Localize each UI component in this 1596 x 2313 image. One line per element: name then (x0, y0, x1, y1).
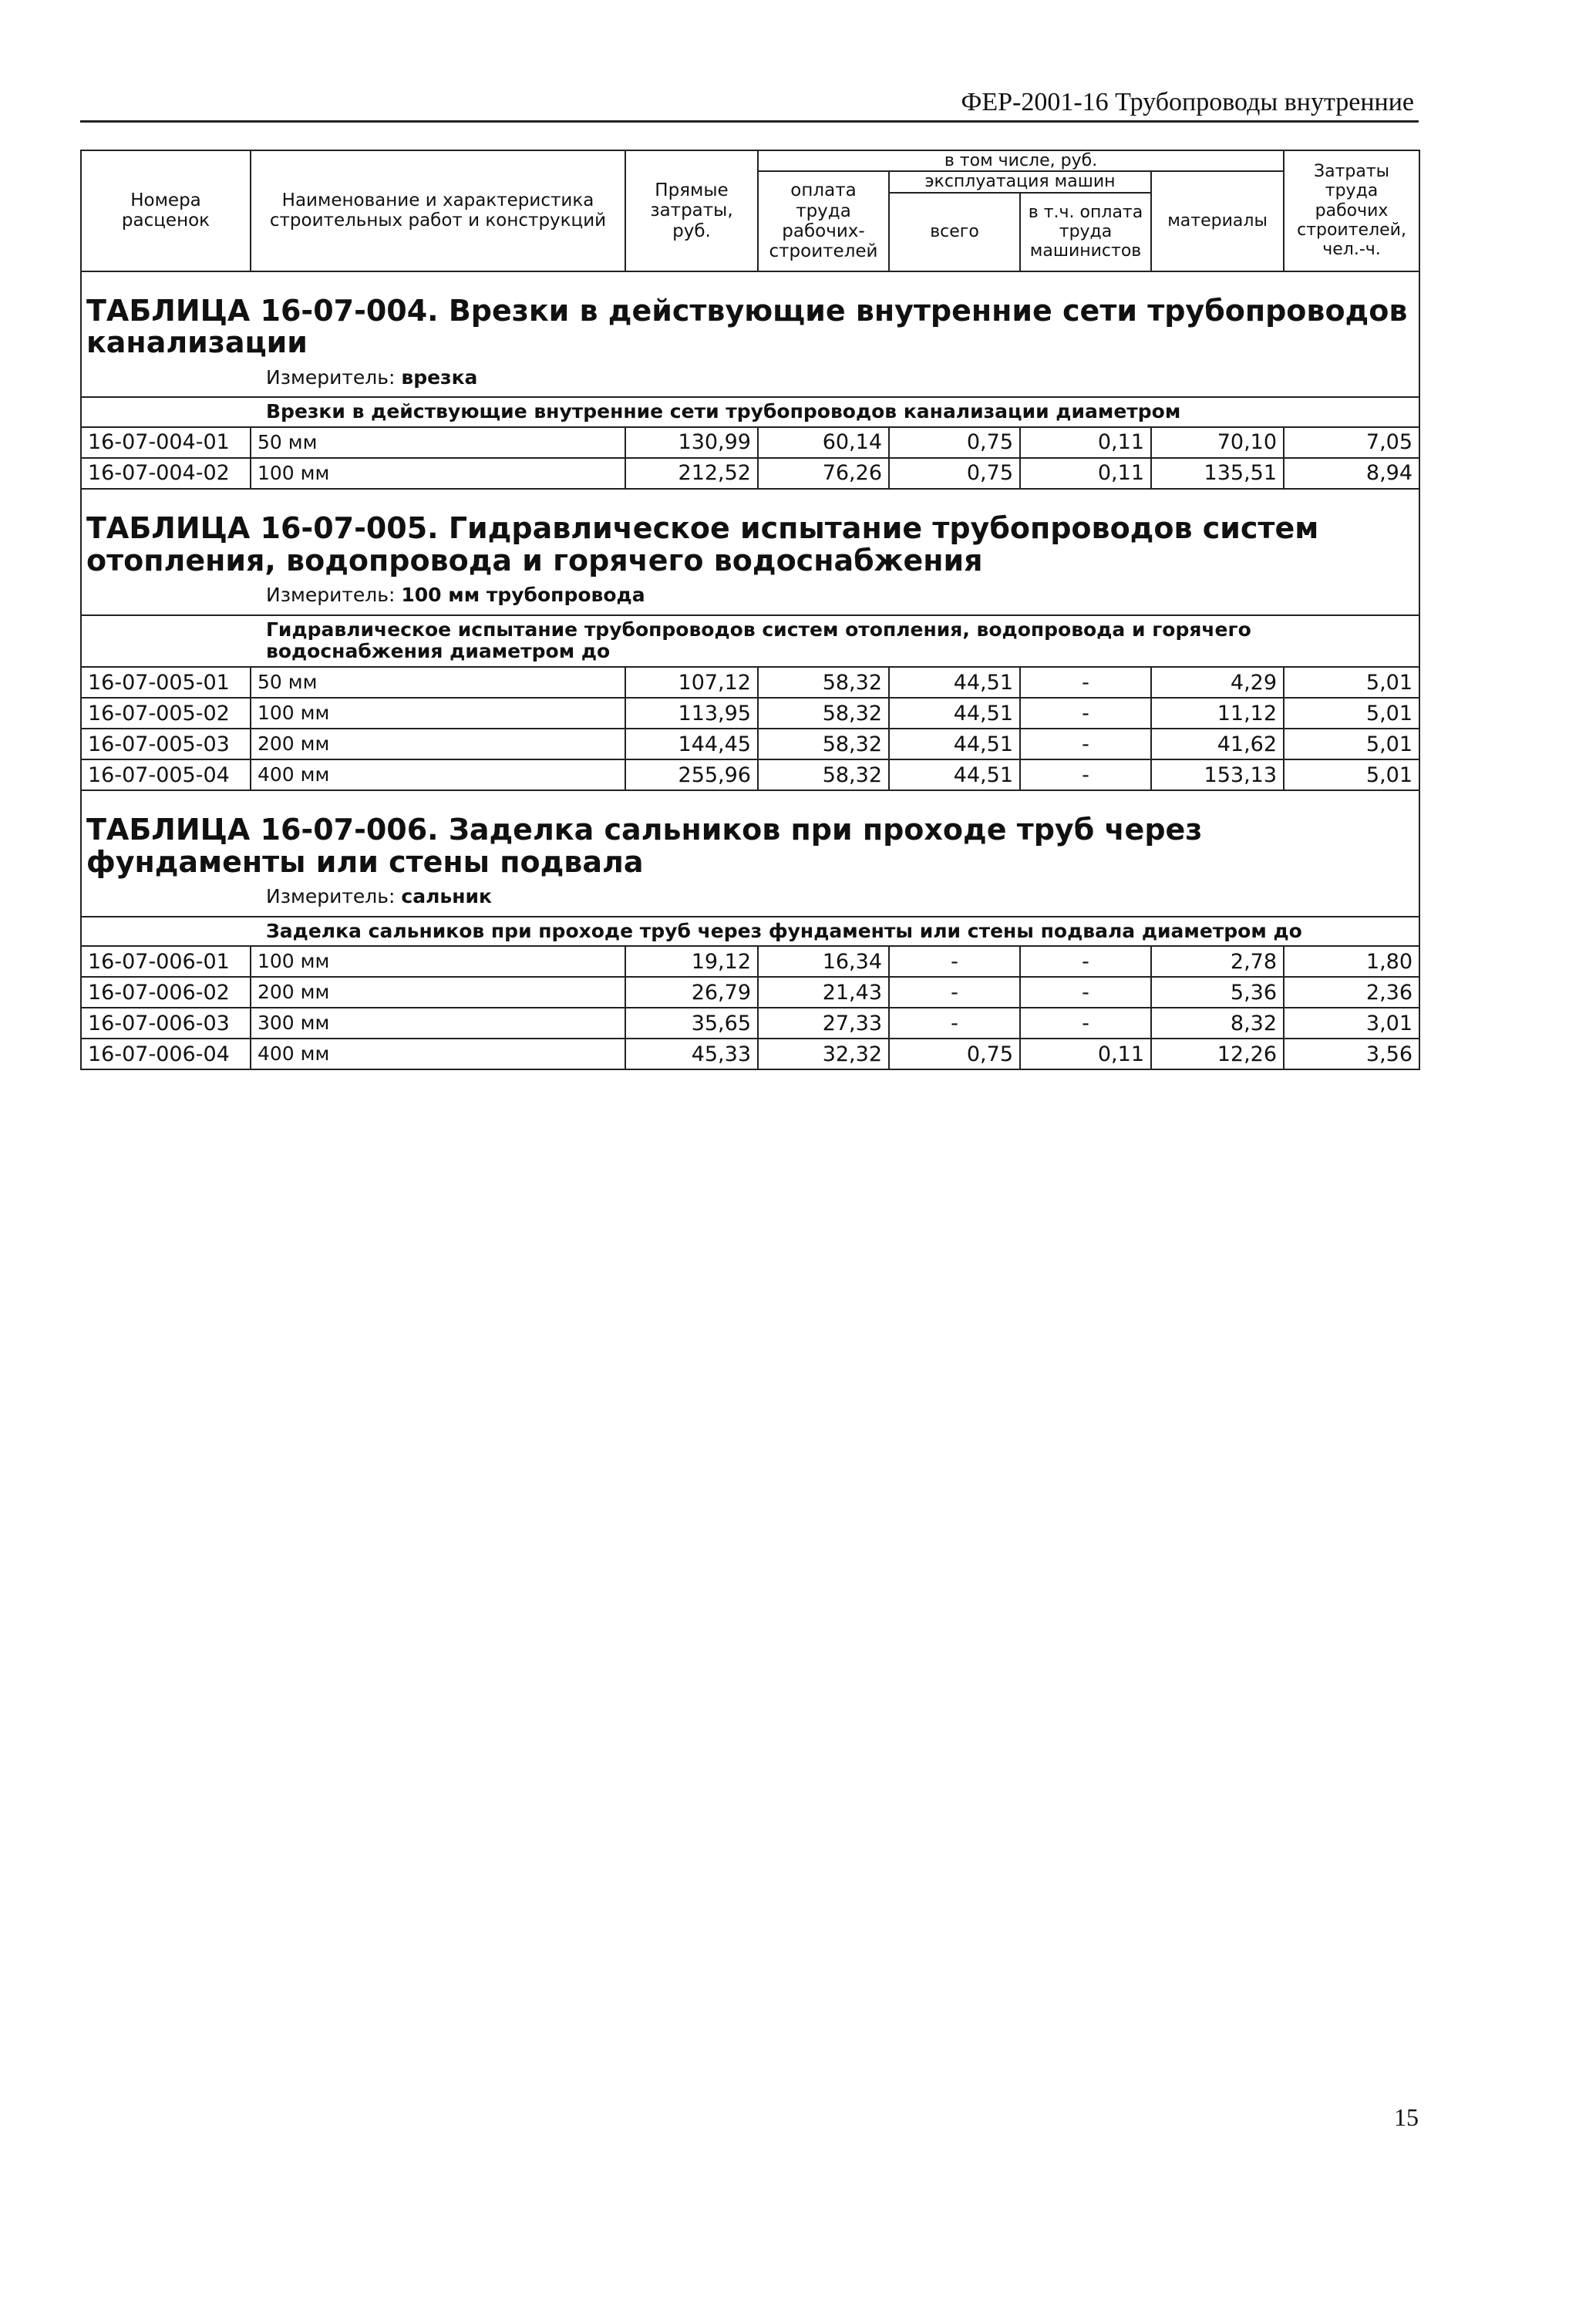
group-row (81, 615, 1419, 668)
header-labor-pay: оплата труда рабочих-строителей (758, 171, 889, 271)
meter-spacer (81, 879, 251, 917)
cell-materials: 153,13 (1151, 759, 1284, 790)
cell-mach-pay: - (1020, 729, 1151, 759)
section-gap (81, 790, 1419, 810)
cell-code: 16-07-005-04 (81, 759, 251, 790)
header-name: Наименование и характеристика строительных работ и конструкций (251, 150, 625, 271)
cell-labor: 21,43 (758, 977, 889, 1008)
cell-materials: 8,32 (1151, 1008, 1284, 1039)
cell-mach: - (889, 1008, 1020, 1039)
cell-name: 300 мм (251, 1008, 625, 1039)
section-title-row (81, 508, 1419, 577)
section-gap (81, 271, 1419, 291)
cell-name: 400 мм (251, 759, 625, 790)
cell-name: 50 мм (251, 427, 625, 458)
cell-labor: 27,33 (758, 1008, 889, 1039)
cell-mach: 44,51 (889, 698, 1020, 729)
cell-mach-pay: - (1020, 977, 1151, 1008)
cell-direct: 26,79 (625, 977, 758, 1008)
meter-label: Измеритель: (266, 365, 396, 389)
cell-mach: 0,75 (889, 1039, 1020, 1069)
table-row (81, 667, 1419, 698)
cell-direct: 113,95 (625, 698, 758, 729)
group-title: Врезки в действующие внутренние сети трубопроводов канализации диаметром (251, 397, 1419, 427)
section-title: ТАБЛИЦА 16-07-006. Заделка сальников при проходе труб через фундаменты или стены подвала (81, 810, 1419, 879)
meter-spacer (81, 359, 251, 397)
section-title-row (81, 810, 1419, 879)
section-title-row (81, 291, 1419, 360)
group-spacer (81, 615, 251, 668)
cell-materials: 11,12 (1151, 698, 1284, 729)
cell-materials: 2,78 (1151, 946, 1284, 977)
cell-direct: 144,45 (625, 729, 758, 759)
cell-code: 16-07-006-04 (81, 1039, 251, 1069)
section-gap-cell (81, 271, 1419, 291)
cell-code: 16-07-006-01 (81, 946, 251, 977)
cell-materials: 5,36 (1151, 977, 1284, 1008)
cell-code: 16-07-005-01 (81, 667, 251, 698)
cell-direct: 212,52 (625, 458, 758, 489)
cell-name: 100 мм (251, 946, 625, 977)
cell-materials: 4,29 (1151, 667, 1284, 698)
group-row (81, 397, 1419, 427)
header-machines: эксплуатация машин (889, 171, 1151, 192)
cell-mach: - (889, 946, 1020, 977)
meter-value: врезка (401, 365, 478, 389)
running-head-text: ФЕР-2001-16 Трубопроводы внутренние (961, 88, 1414, 116)
meter-row (81, 359, 1419, 397)
cell-name: 100 мм (251, 458, 625, 489)
header-mach-total: всего (889, 193, 1020, 271)
cell-mach: 0,75 (889, 427, 1020, 458)
header-code: Номера расценок (81, 150, 251, 271)
cell-labor-cost: 7,05 (1284, 427, 1419, 458)
meter-label: Измеритель: (266, 885, 396, 908)
meter-value: сальник (401, 885, 492, 908)
cell-materials: 12,26 (1151, 1039, 1284, 1069)
cell-labor: 58,32 (758, 729, 889, 759)
cell-labor: 58,32 (758, 698, 889, 729)
cell-direct: 19,12 (625, 946, 758, 977)
cell-labor-cost: 2,36 (1284, 977, 1419, 1008)
meter (251, 879, 1419, 917)
section-gap-cell (81, 489, 1419, 508)
cell-name: 200 мм (251, 977, 625, 1008)
header-materials: материалы (1151, 171, 1284, 271)
group-spacer (81, 397, 251, 427)
meter-row (81, 879, 1419, 917)
cell-name: 200 мм (251, 729, 625, 759)
section-gap-cell (81, 790, 1419, 810)
table-row (81, 729, 1419, 759)
cell-code: 16-07-005-03 (81, 729, 251, 759)
cell-materials: 41,62 (1151, 729, 1284, 759)
table-row (81, 1039, 1419, 1069)
cell-code: 16-07-005-02 (81, 698, 251, 729)
cell-labor-cost: 5,01 (1284, 759, 1419, 790)
meter-spacer (81, 577, 251, 615)
cell-direct: 130,99 (625, 427, 758, 458)
section-title: ТАБЛИЦА 16-07-005. Гидравлическое испытание трубопроводов систем отопления, водопровода и горячего водоснабжения (81, 508, 1419, 577)
header-labor-cost: Затраты труда рабочих строителей, чел.-ч. (1284, 150, 1419, 271)
cell-labor-cost: 1,80 (1284, 946, 1419, 977)
table-row (81, 1008, 1419, 1039)
cell-mach-pay: - (1020, 667, 1151, 698)
cell-labor-cost: 3,56 (1284, 1039, 1419, 1069)
cell-mach: 44,51 (889, 667, 1020, 698)
cell-direct: 107,12 (625, 667, 758, 698)
cell-materials: 70,10 (1151, 427, 1284, 458)
meter-label: Измеритель: (266, 584, 396, 607)
cell-name: 50 мм (251, 667, 625, 698)
section-title: ТАБЛИЦА 16-07-004. Врезки в действующие внутренние сети трубопроводов канализации (81, 291, 1419, 360)
table-row (81, 946, 1419, 977)
header-incl: в том числе, руб. (758, 150, 1284, 171)
cell-labor-cost: 5,01 (1284, 667, 1419, 698)
cell-labor: 32,32 (758, 1039, 889, 1069)
cell-labor-cost: 5,01 (1284, 698, 1419, 729)
cell-mach: 0,75 (889, 458, 1020, 489)
cell-labor: 58,32 (758, 667, 889, 698)
price-table (80, 150, 1420, 1070)
table-row (81, 427, 1419, 458)
cell-code: 16-07-004-02 (81, 458, 251, 489)
cell-mach: 44,51 (889, 759, 1020, 790)
running-head (80, 85, 1419, 123)
cell-direct: 45,33 (625, 1039, 758, 1069)
group-title: Заделка сальников при проходе труб через фундаменты или стены подвала диаметром до (251, 917, 1419, 947)
table-row (81, 458, 1419, 489)
cell-direct: 255,96 (625, 759, 758, 790)
meter-value: 100 мм трубопровода (401, 584, 645, 607)
cell-mach-pay: - (1020, 1008, 1151, 1039)
meter-row (81, 577, 1419, 615)
meter (251, 359, 1419, 397)
cell-mach: 44,51 (889, 729, 1020, 759)
cell-code: 16-07-006-03 (81, 1008, 251, 1039)
table-header (81, 150, 1419, 271)
cell-labor: 58,32 (758, 759, 889, 790)
cell-labor-cost: 8,94 (1284, 458, 1419, 489)
cell-labor: 60,14 (758, 427, 889, 458)
cell-code: 16-07-006-02 (81, 977, 251, 1008)
cell-mach-pay: 0,11 (1020, 458, 1151, 489)
cell-code: 16-07-004-01 (81, 427, 251, 458)
cell-mach-pay: - (1020, 759, 1151, 790)
header-mach-pay: в т.ч. оплата труда машинистов (1020, 193, 1151, 271)
cell-mach-pay: 0,11 (1020, 427, 1151, 458)
group-row (81, 917, 1419, 947)
table-row (81, 759, 1419, 790)
cell-labor-cost: 5,01 (1284, 729, 1419, 759)
cell-direct: 35,65 (625, 1008, 758, 1039)
group-title: Гидравлическое испытание трубопроводов систем отопления, водопровода и горячего водоснабжения диаметром до (251, 615, 1419, 668)
table-row (81, 698, 1419, 729)
header-direct: Прямые затраты, руб. (625, 150, 758, 271)
cell-mach: - (889, 977, 1020, 1008)
cell-labor: 16,34 (758, 946, 889, 977)
cell-mach-pay: 0,11 (1020, 1039, 1151, 1069)
cell-name: 100 мм (251, 698, 625, 729)
meter (251, 577, 1419, 615)
cell-labor-cost: 3,01 (1284, 1008, 1419, 1039)
cell-mach-pay: - (1020, 946, 1151, 977)
group-spacer (81, 917, 251, 947)
table-body (81, 271, 1419, 1070)
cell-labor: 76,26 (758, 458, 889, 489)
cell-materials: 135,51 (1151, 458, 1284, 489)
cell-name: 400 мм (251, 1039, 625, 1069)
cell-mach-pay: - (1020, 698, 1151, 729)
page-number: 15 (1394, 2103, 1419, 2131)
section-gap (81, 489, 1419, 508)
table-row (81, 977, 1419, 1008)
